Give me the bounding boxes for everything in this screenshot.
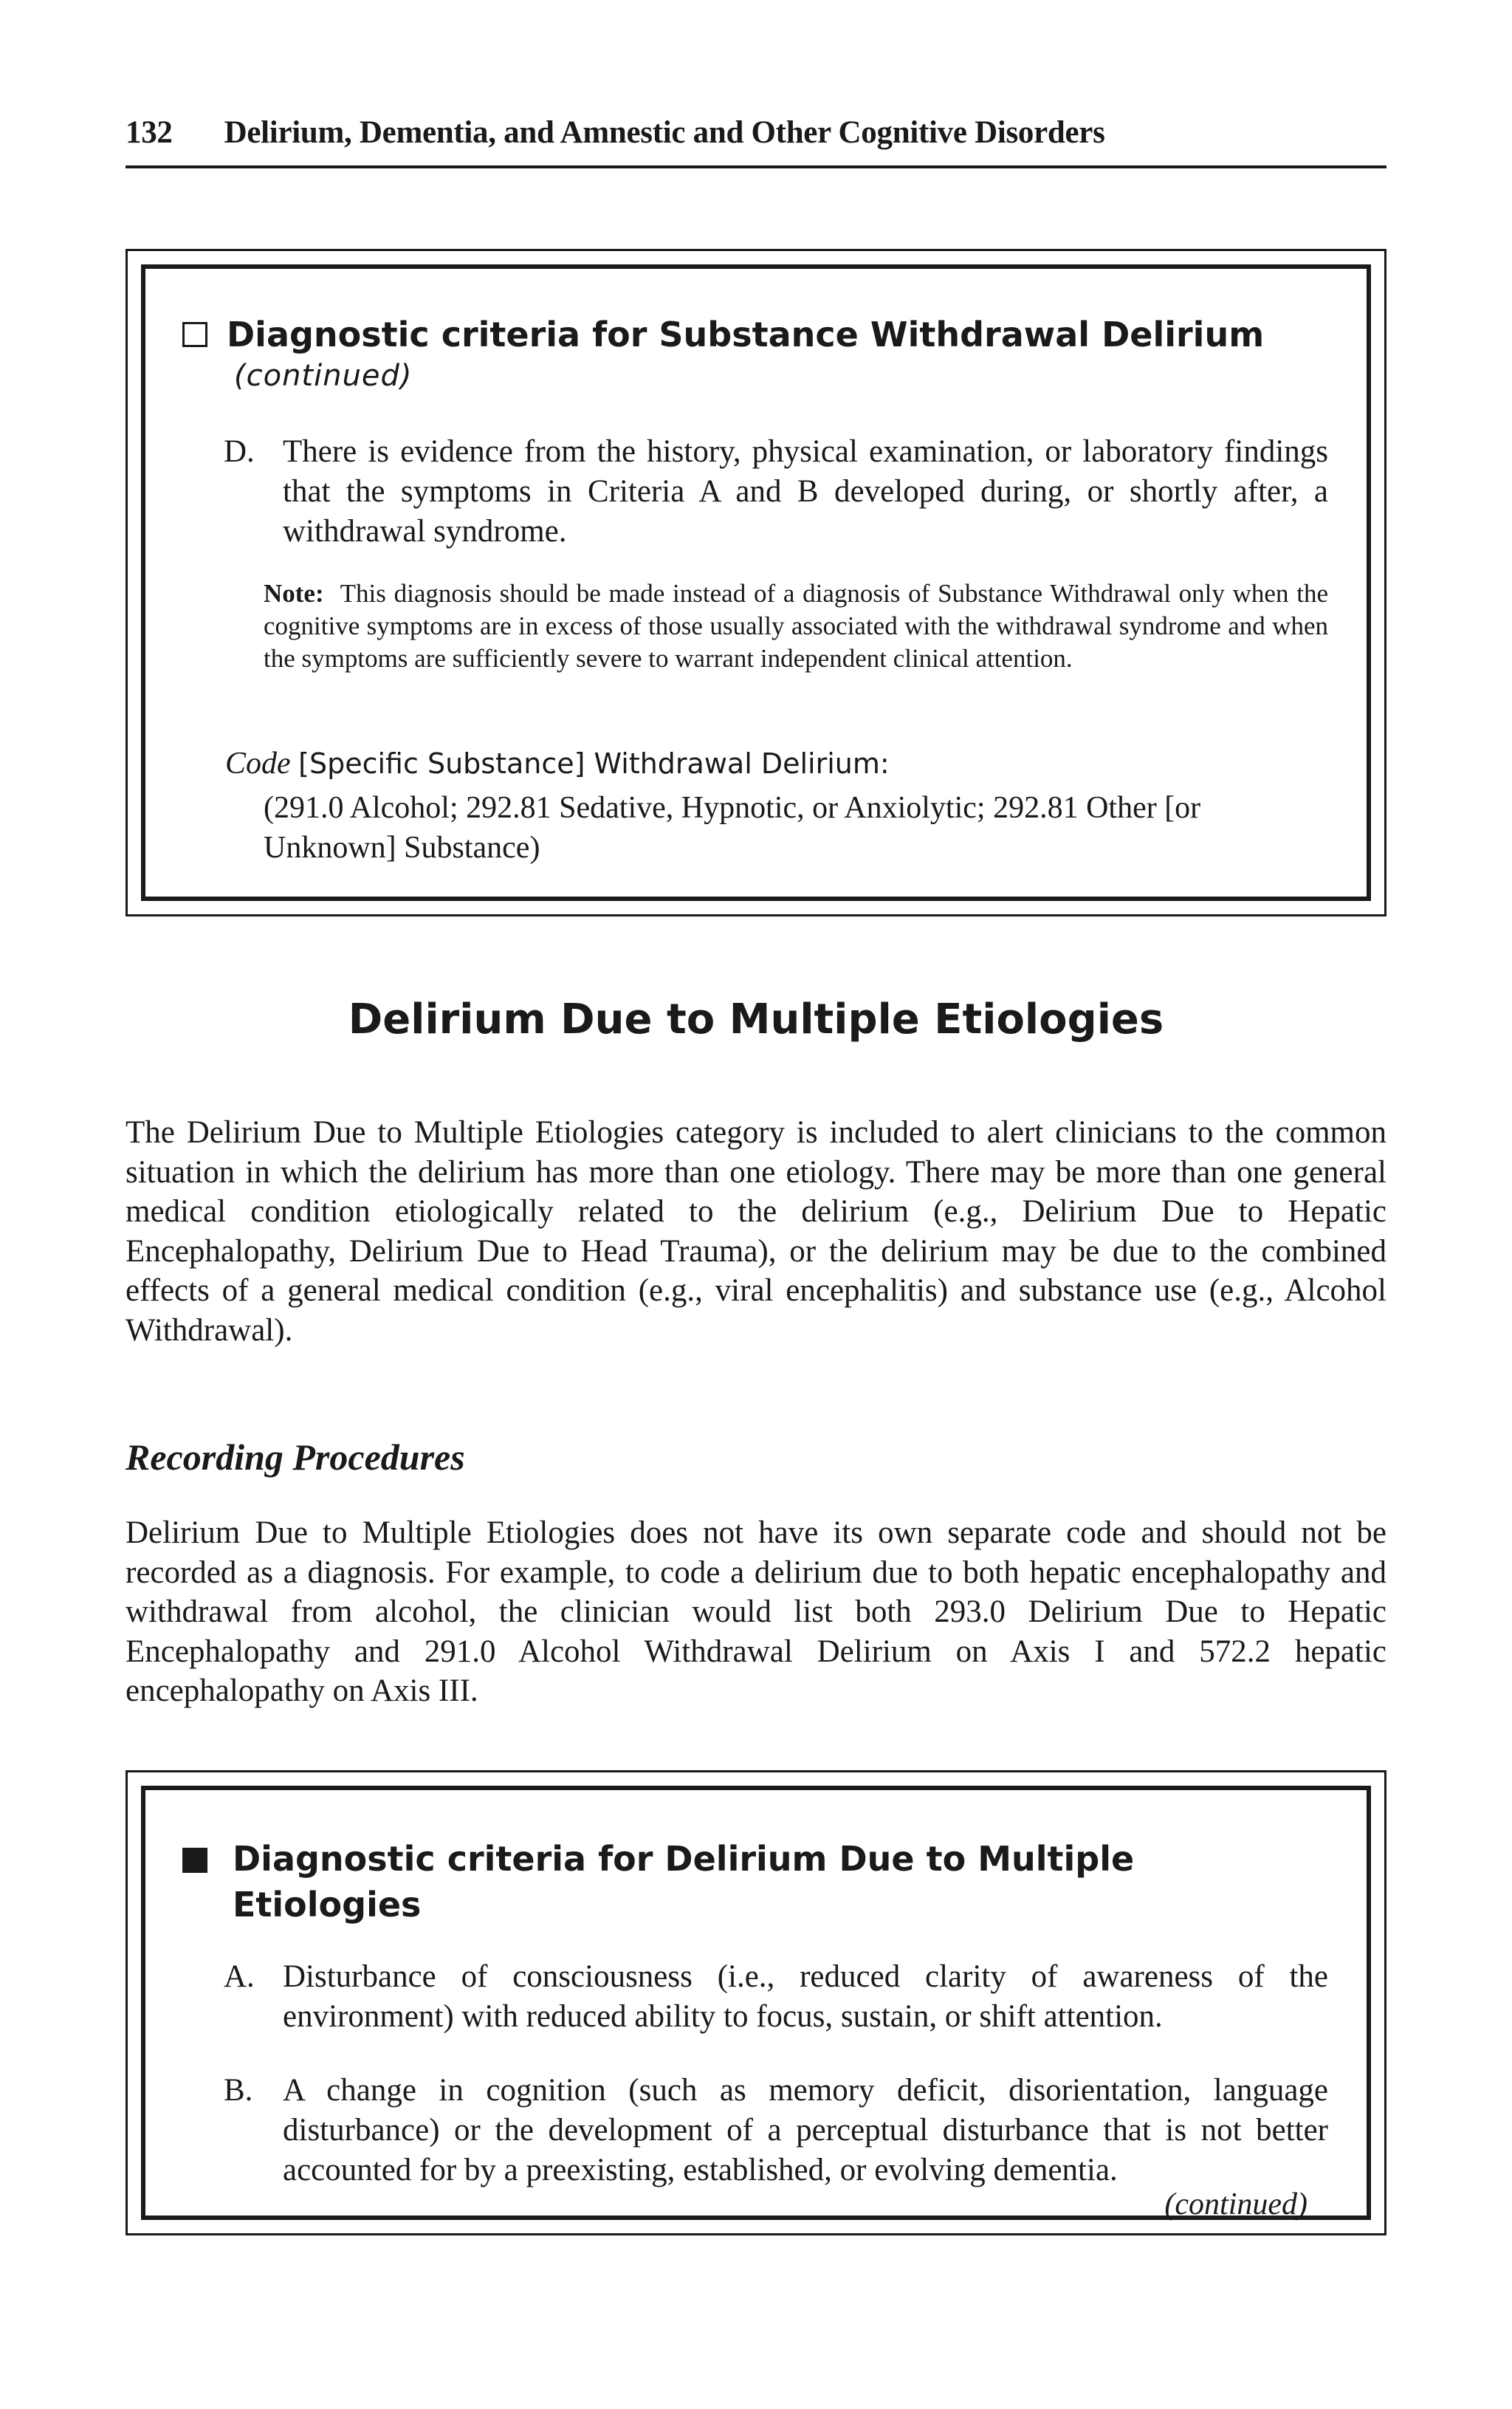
criteria-box-substance-withdrawal [126, 249, 1386, 916]
code-heading-text: [Specific Substance] Withdrawal Delirium: [298, 747, 890, 780]
open-square-bullet-icon [182, 322, 207, 347]
criteria-box-multiple-etiologies [126, 1770, 1386, 2235]
criteria-box-inner [141, 1786, 1371, 2220]
filled-square-bullet-icon [182, 1848, 207, 1873]
page-number: 132 [126, 115, 173, 150]
note [264, 578, 1328, 675]
running-head [126, 114, 1386, 168]
note-label: Note: [264, 579, 324, 608]
criteria-box-inner [141, 264, 1371, 901]
note-text: This diagnosis should be made instead of a diagnosis of Substance Withdrawal only when the cognitive symptoms are in excess of those usually associated with the withdrawal syndrome and when the symptoms are sufficiently severe to warrant independent clinical attention. [264, 579, 1328, 673]
box-title-line1: Diagnostic criteria for Delirium Due to Multiple [233, 1839, 1135, 1879]
recording-procedures-heading: Recording Procedures [126, 1436, 465, 1478]
criterion-letter: B. [224, 2073, 253, 2108]
code-label: Code [225, 747, 291, 781]
code-list: (291.0 Alcohol; 292.81 Sedative, Hypnotic, or Anxiolytic; 292.81 Other [or Unknown] Substance) [264, 791, 1201, 865]
continued-label: (continued) [1164, 2187, 1307, 2221]
box-title-line2: Etiologies [233, 1885, 422, 1925]
criterion-d [224, 432, 1328, 552]
criterion-letter: A. [224, 1959, 255, 1994]
criterion-text: A change in cognition (such as memory deficit, disorientation, language disturbance) or the development of a perceptual disturbance that is not better accounted for by a preexisting, established, or evolving dementia. [283, 2073, 1328, 2187]
running-title: Delirium, Dementia, and Amnestic and Other Cognitive Disorders [224, 115, 1105, 150]
continued-label: (continued) [234, 359, 413, 393]
recording-paragraph: Delirium Due to Multiple Etiologies does not have its own separate code and should not be recorded as a diagnosis. For example, to code a delirium due to both hepatic encephalopathy and withdrawal from alcohol, the clinician would list both 293.0 Delirium Due to Hepatic Encephalopathy and 291.0 Alcohol Withdrawal Delirium on Axis I and 572.2 hepatic encephalopathy on Axis III. [126, 1515, 1386, 1708]
criterion-a [224, 1957, 1328, 2037]
criterion-text: There is evidence from the history, physical examination, or laboratory findings that the symptoms in Criteria A and B developed during, or shortly after, a withdrawal syndrome. [283, 434, 1328, 549]
section-title: Delirium Due to Multiple Etiologies [348, 996, 1164, 1044]
criterion-b [224, 2071, 1328, 2190]
intro-paragraph: The Delirium Due to Multiple Etiologies category is included to alert clinicians to the common situation in which the delirium has more than one etiology. There may be more than one general medical condition etiologically related to the delirium (e.g., Delirium Due to Hepatic Encephalopathy, Delirium Due to Head Trauma), or the delirium may be due to the combined effects of a general medical condition (e.g., viral encephalitis) and substance use (e.g., Alcohol Withdrawal). [126, 1115, 1386, 1348]
code-heading [225, 744, 1337, 784]
box-title-text: Diagnostic criteria for Substance Withdrawal Delirium [227, 315, 1265, 354]
criterion-text: Disturbance of consciousness (i.e., reduced clarity of awareness of the environment) with reduced ability to focus, sustain, or shift attention. [283, 1959, 1328, 2034]
criterion-letter: D. [224, 434, 255, 469]
